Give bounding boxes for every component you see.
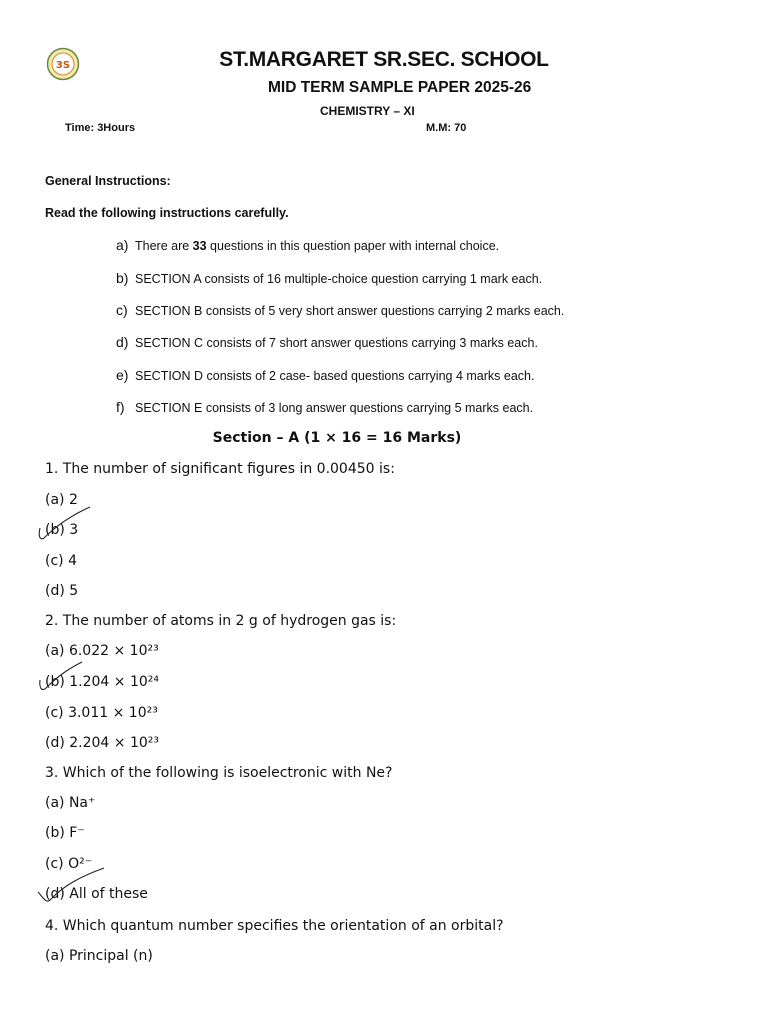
time-label: Time: 3Hours [65, 122, 136, 134]
paper-title: MID TERM SAMPLE PAPER 2025-26 [268, 79, 532, 96]
subject-title: CHEMISTRY – XI [320, 104, 415, 118]
instructions-heading: General Instructions: [45, 174, 171, 188]
instruction-letter: c) [116, 302, 128, 318]
instruction-item: c) SECTION B consists of 5 very short answer questions carrying 2 marks each. [116, 302, 565, 318]
instruction-item: f) SECTION E consists of 3 long answer questions carrying 5 marks each. [116, 399, 534, 415]
instruction-letter: e) [116, 367, 129, 383]
answer-option: (a) 2 [45, 492, 78, 508]
answer-option: (b) 3 [45, 522, 79, 538]
school-name: ST.MARGARET SR.SEC. SCHOOL [219, 48, 549, 71]
instruction-item: e) SECTION D consists of 2 case- based questions carrying 4 marks each. [116, 367, 535, 383]
instruction-letter: d) [116, 334, 129, 350]
answer-option: (d) 5 [45, 583, 79, 599]
instruction-letter: f) [116, 399, 125, 415]
answer-option: (c) 4 [45, 553, 77, 569]
instructions-subheading: Read the following instructions carefully. [45, 206, 289, 220]
answer-option: (c) O²⁻ [45, 856, 93, 872]
answer-option: (a) Principal (n) [45, 948, 153, 964]
answer-option: (c) 3.011 × 10²³ [45, 705, 158, 721]
instruction-letter: b) [116, 270, 129, 286]
instruction-item: b) SECTION A consists of 16 multiple-choice question carrying 1 mark each. [116, 270, 543, 286]
svg-text:3S: 3S [55, 60, 71, 71]
section-a-title: Section – A (1 × 16 = 16 Marks) [212, 430, 462, 446]
instruction-item: d) SECTION C consists of 7 short answer questions carrying 3 marks each. [116, 334, 538, 350]
question-text: 1. The number of significant figures in 0.00450 is: [45, 461, 395, 477]
question-text: 4. Which quantum number specifies the orientation of an orbital? [45, 918, 504, 934]
answer-option: (d) All of these [45, 886, 148, 902]
answer-option: (b) 1.204 × 10²⁴ [45, 674, 160, 690]
instruction-item: a) There are 33 questions in this question paper with internal choice. [116, 237, 500, 253]
question-text: 2. The number of atoms in 2 g of hydrogen gas is: [45, 613, 397, 629]
answer-option: (b) F⁻ [45, 825, 85, 841]
max-marks-label: M.M: 70 [426, 122, 467, 134]
question-text: 3. Which of the following is isoelectronic with Ne? [45, 765, 393, 781]
answer-option: (a) 6.022 × 10²³ [45, 643, 159, 659]
answer-option: (d) 2.204 × 10²³ [45, 735, 160, 751]
answer-option: (a) Na⁺ [45, 795, 96, 811]
instruction-letter: a) [116, 237, 129, 253]
